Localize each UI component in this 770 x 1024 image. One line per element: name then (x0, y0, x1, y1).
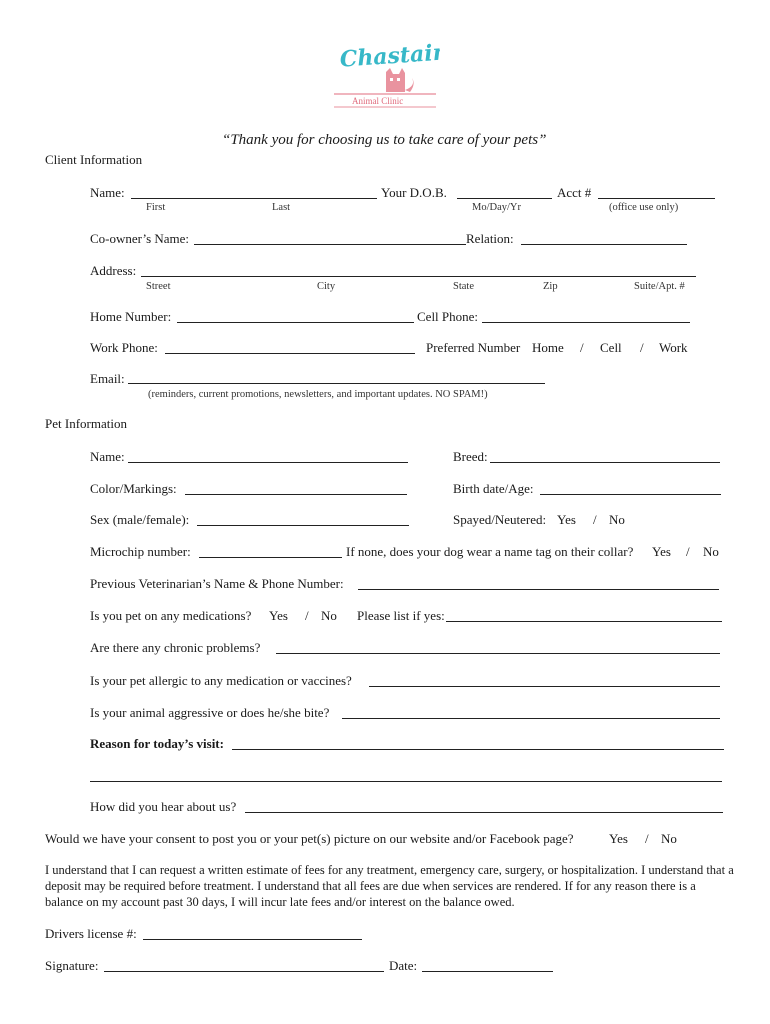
acct-hint: (office use only) (609, 202, 679, 213)
preferred-number-label: Preferred Number (426, 340, 521, 355)
clinic-logo (330, 40, 440, 110)
allergic-field[interactable] (369, 686, 720, 687)
work-phone-field[interactable] (165, 353, 415, 354)
color-markings-field[interactable] (185, 494, 407, 495)
address-label: Address: (90, 263, 137, 278)
pet-name-field[interactable] (128, 462, 408, 463)
signature-label: Signature: (45, 958, 99, 973)
consent-option-yes[interactable]: Yes (609, 831, 628, 846)
street-hint: Street (146, 281, 171, 292)
fees-paragraph: I understand that I can request a written estimate of fees for any treatment, emergency care, surgery, or hospitalization. I understand that a deposit may be required before treatment. I understand that all fees are due when services are rendered. If for any reason there is a balance on my account past 30 days, I will incur late fees and/or interest on the balance owed. (45, 863, 734, 909)
home-number-field[interactable] (177, 322, 414, 323)
pet-name-label: Name: (90, 449, 125, 464)
date-field[interactable] (422, 971, 553, 972)
drivers-license-field[interactable] (143, 939, 362, 940)
chronic-label: Are there any chronic problems? (90, 640, 261, 655)
meds-option-no[interactable]: No (321, 608, 337, 623)
microchip-label: Microchip number: (90, 544, 191, 559)
meds-list-label: Please list if yes: (357, 608, 445, 623)
logo-graphic (330, 40, 440, 110)
first-hint: First (146, 202, 166, 213)
relation-field[interactable] (521, 244, 687, 245)
work-phone-label: Work Phone: (90, 340, 158, 355)
logo-subtitle: Animal Clinic (352, 96, 404, 106)
email-label: Email: (90, 371, 125, 386)
client-name-label: Name: (90, 185, 125, 200)
dob-hint: Mo/Day/Yr (472, 202, 521, 213)
drivers-license-label: Drivers license #: (45, 926, 137, 941)
prev-vet-label: Previous Veterinarian’s Name & Phone Number: (90, 576, 344, 591)
address-field[interactable] (141, 276, 696, 277)
meds-separator: / (305, 608, 309, 623)
spayed-label: Spayed/Neutered: (453, 512, 547, 527)
city-hint: City (317, 281, 336, 292)
reason-field-continued[interactable] (90, 781, 722, 782)
suite-hint: Suite/Apt. # (634, 281, 685, 292)
sex-label: Sex (male/female): (90, 512, 190, 527)
consent-question: Would we have your consent to post you or your pet(s) picture on our website and/or Facebook page? (45, 831, 574, 846)
logo-name: Chastain (338, 40, 440, 73)
client-info-heading: Client Information (45, 152, 143, 167)
last-hint: Last (272, 202, 291, 213)
aggressive-field[interactable] (342, 718, 720, 719)
prev-vet-field[interactable] (358, 589, 719, 590)
tag-question: If none, does your dog wear a name tag on their collar? (346, 544, 634, 559)
hear-about-field[interactable] (245, 812, 723, 813)
dob-label: Your D.O.B. (381, 185, 447, 200)
hear-about-label: How did you hear about us? (90, 799, 237, 814)
coowner-label: Co-owner’s Name: (90, 231, 190, 246)
breed-label: Breed: (453, 449, 488, 464)
aggressive-label: Is your animal aggressive or does he/she bite? (90, 705, 330, 720)
tag-option-yes[interactable]: Yes (652, 544, 671, 559)
consent-separator: / (645, 831, 649, 846)
preferred-option-cell[interactable]: Cell (600, 340, 622, 355)
coowner-field[interactable] (194, 244, 466, 245)
signature-field[interactable] (104, 971, 384, 972)
cat-icon (386, 68, 414, 92)
reason-field[interactable] (232, 749, 724, 750)
spayed-separator: / (593, 512, 597, 527)
tag-option-no[interactable]: No (703, 544, 719, 559)
relation-label: Relation: (466, 231, 514, 246)
state-hint: State (453, 281, 474, 292)
meds-option-yes[interactable]: Yes (269, 608, 288, 623)
birth-date-field[interactable] (540, 494, 721, 495)
zip-hint: Zip (543, 281, 558, 292)
breed-field[interactable] (490, 462, 720, 463)
preferred-option-work[interactable]: Work (659, 340, 688, 355)
spayed-option-no[interactable]: No (609, 512, 625, 527)
client-name-field[interactable] (131, 198, 377, 199)
consent-option-no[interactable]: No (661, 831, 677, 846)
medications-label: Is you pet on any medications? (90, 608, 252, 623)
sex-field[interactable] (197, 525, 409, 526)
color-markings-label: Color/Markings: (90, 481, 177, 496)
dob-field[interactable] (457, 198, 552, 199)
chronic-field[interactable] (276, 653, 720, 654)
pet-info-heading: Pet Information (45, 416, 127, 431)
date-label: Date: (389, 958, 418, 973)
acct-label: Acct # (557, 185, 592, 200)
email-note: (reminders, current promotions, newsletters, and important updates. NO SPAM!) (148, 389, 488, 400)
birth-date-label: Birth date/Age: (453, 481, 534, 496)
acct-field[interactable] (598, 198, 715, 199)
home-number-label: Home Number: (90, 309, 172, 324)
preferred-option-home[interactable]: Home (532, 340, 564, 355)
spayed-option-yes[interactable]: Yes (557, 512, 576, 527)
microchip-field[interactable] (199, 557, 342, 558)
tag-separator: / (686, 544, 690, 559)
cell-phone-label: Cell Phone: (417, 309, 479, 324)
tagline: “Thank you for choosing us to take care of your pets” (222, 132, 547, 148)
allergic-label: Is your pet allergic to any medication or vaccines? (90, 673, 352, 688)
preferred-separator: / (580, 340, 584, 355)
reason-label: Reason for today’s visit: (90, 736, 224, 751)
preferred-separator: / (640, 340, 644, 355)
meds-list-field[interactable] (446, 621, 722, 622)
cell-phone-field[interactable] (482, 322, 690, 323)
email-field[interactable] (128, 383, 545, 384)
